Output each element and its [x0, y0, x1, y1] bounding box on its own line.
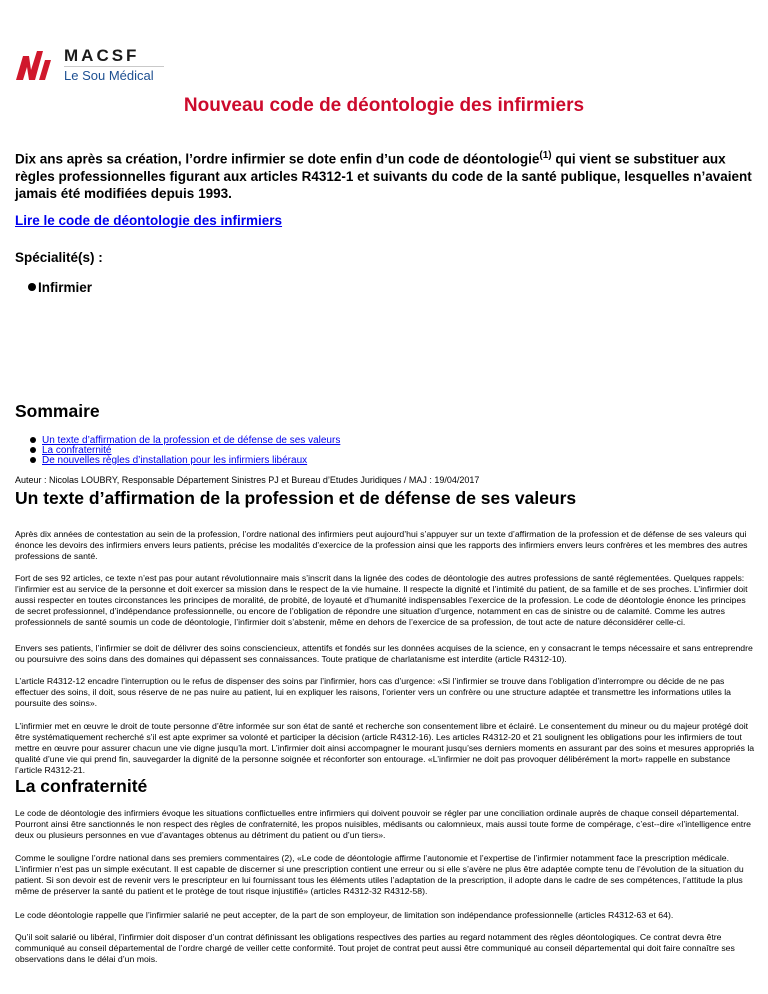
bullet-icon — [30, 447, 36, 453]
specialite-label: Infirmier — [38, 280, 93, 295]
paragraph: Le code de déontologie des infirmiers évoque les situations conflictuelles entre infirmiers qui doivent pouvoir se régler par une conciliation ordinale auprès de chaque conseil départemental. Pourront ainsi être sanctionnés le non respect des règles de confraternité, les propos nuisibles, médisants ou calomnieux, mais aussi toute forme de compérage, c’est--dire «l’intelligence entre deux ou plusieurs personnes en vue d’avantages obtenus au détriment du patient ou d’un tiers». — [15, 808, 751, 840]
specialite-item — [28, 280, 92, 295]
section-heading-affirmation: Un texte d’affirmation de la profession et de défense de ses valeurs — [15, 488, 577, 508]
lead-paragraph — [15, 147, 753, 202]
sommaire-heading: Sommaire — [15, 401, 100, 421]
paragraph: Envers ses patients, l’infirmier se doit de délivrer des soins consciencieux, attentifs et fondés sur les données acquises de la science, en y consacrant le temps nécessaire et sans entreprendre ou poursuivre des soins dans des domaines qui dépassent ses connaissances. Toute pratique de charlatanisme est interdite (article R4312-10). — [15, 643, 753, 664]
logo-brand: MACSF — [64, 46, 140, 65]
logo-divider — [64, 66, 164, 67]
paragraph: Le code déontologie rappelle que l’infirmier salarié ne peut accepter, de la part de son employeur, de limitation son indépendance professionnelle (articles R4312-63 et 64). — [15, 910, 674, 920]
paragraph: Qu’il soit salarié ou libéral, l’infirmier doit disposer d’un contrat définissant les obligations respectives des parties au regard notamment des règles déontologiques. Ce contrat devra être communiqué au conseil départemental de l’ordre chargé de veiller cette conformité. Tout projet de contrat peut aussi être communiqué au conseil départemental qui doit faire connaître ses observations dans le délai d’un mois. — [15, 932, 735, 964]
sommaire-link-installation[interactable]: De nouvelles règles d’installation pour les infirmiers libéraux — [42, 455, 308, 466]
sommaire-list — [30, 436, 340, 466]
specialites-label: Spécialité(s) : — [15, 250, 103, 265]
macsf-logo-icon — [14, 48, 56, 86]
logo-subtitle: Le Sou Médical — [64, 68, 154, 83]
read-code-link[interactable]: Lire le code de déontologie des infirmiers — [15, 213, 283, 228]
lead-text-after: qui vient se substituer aux règles professionnelles figurant aux articles R4312-1 et suivants du code de la santé publique, lesquelles n’avaient jamais été modifiées depuis 1993. — [15, 151, 752, 201]
paragraph: Fort de ses 92 articles, ce texte n’est pas pour autant révolutionnaire mais s’inscrit dans la lignée des codes de déontologie des autres professions de santé réglementées. Quelques rappels: l’infirmier est au service de la personne et doit exercer sa mission dans le respect de la vie humaine. Il respecte la dignité et l’intimité du patient, de sa famille et de ses proches. L’infirmier doit aussi respecter en toutes circonstances les principes de moralité, de probité, de loyauté et d’humanité indispensables l’exercice de la profession. Le code de déontologie énonce les principes de secret professionnel, d’indépendance professionnelle, ou encore de l’obligation de répondre une situation d’urgence, notamment en cas de sinistre ou de calamité. Comme les autres professionnels de santé soumis un code de déontologie, l’infirmier doit s’abstenir, même en dehors de l’exercice de sa profession, de tout acte de nature déconsidérer celle-ci. — [15, 573, 748, 627]
paragraph: L’article R4312-12 encadre l’interruption ou le refus de dispenser des soins par l’infirmier, hors cas d’urgence: «Si l’infirmier se trouve dans l’obligation d’interrompre ou décide de ne pas effectuer des soins, il doit, sous réserve de ne pas nuire au patient, lui en expliquer les raisons, l’orienter vers un confrère ou une structure adaptée et transmettre les informations utiles la poursuite des soins». — [15, 676, 731, 708]
sommaire-item — [30, 456, 340, 466]
section-heading-confraternite: La confraternité — [15, 776, 148, 796]
author-line: Auteur : Nicolas LOUBRY, Responsable Département Sinistres PJ et Bureau d’Etudes Juridiques / MAJ : 19/04/2017 — [15, 475, 480, 485]
page-title: Nouveau code de déontologie des infirmiers — [183, 95, 585, 116]
bullet-icon — [30, 437, 36, 443]
macsf-logo[interactable] — [14, 46, 164, 86]
footnote-mark: (1) — [539, 150, 552, 161]
lead-text-before: Dix ans après sa création, l’ordre infirmier se dote enfin d’un code de déontologie — [15, 151, 540, 167]
sommaire-link-affirmation[interactable]: Un texte d’affirmation de la profession et de défense de ses valeurs — [42, 435, 341, 446]
bullet-icon — [30, 457, 36, 463]
paragraph: Après dix années de contestation au sein de la profession, l’ordre national des infirmiers peut aujourd’hui s’appuyer sur un texte d’affirmation de la profession et de défense de ses valeurs qui énonce les devoirs des infirmiers envers leurs patients, précise les modalités d’exercice de la profession ainsi que les rapports des infirmiers envers leurs confrères et les membres des autres professions de santé. — [15, 529, 748, 561]
paragraph: L’infirmier met en œuvre le droit de toute personne d’être informée sur son état de santé et recherche son consentement libre et éclairé. Le consentement du mineur ou du majeur protégé doit être systématiquement recherché s’il est apte exprimer sa volonté et participer la décision (article R4312-16). Les articles R4312-20 et 21 soulignent les obligations pour les infirmiers de tout mettre en œuvre pour assurer chacun une vie digne jusqu’la mort. L’infirmier doit ainsi accompagner le mourant jusqu’ses derniers moments en assurant par des soins et mesures appropriés la qualité d’une vie qui prend fin, sauvegarder la dignité de la personne soignée et réconforter son entourage. «L’infirmier ne doit pas provoquer délibérément la mort» rappelle en substance l’article R4312-21. — [15, 721, 755, 775]
sommaire-link-confraternite[interactable]: La confraternité — [42, 445, 112, 456]
bullet-icon — [28, 283, 36, 291]
paragraph: Comme le souligne l’ordre national dans ses premiers commentaires (2), «Le code de déontologie affirme l’autonomie et l’expertise de l’infirmier notamment face la prescription médicale. L’infirmier n’est pas un simple exécutant. Il est capable de discerner si une prescription contient une erreur ou si elle s’avère ne plus être adaptée compte tenu de l’évolution de la situation du patient. Si son devoir est de revenir vers le prescripteur en lui fournissant tous les éléments utiles l’adaptation de la prescription, il adopte dans le cadre de ses compétences, l’attitude la plus même de préserver la santé du patient et le protège de tout risque injustifié» (articles R4312-32 R4312-58). — [15, 853, 744, 896]
